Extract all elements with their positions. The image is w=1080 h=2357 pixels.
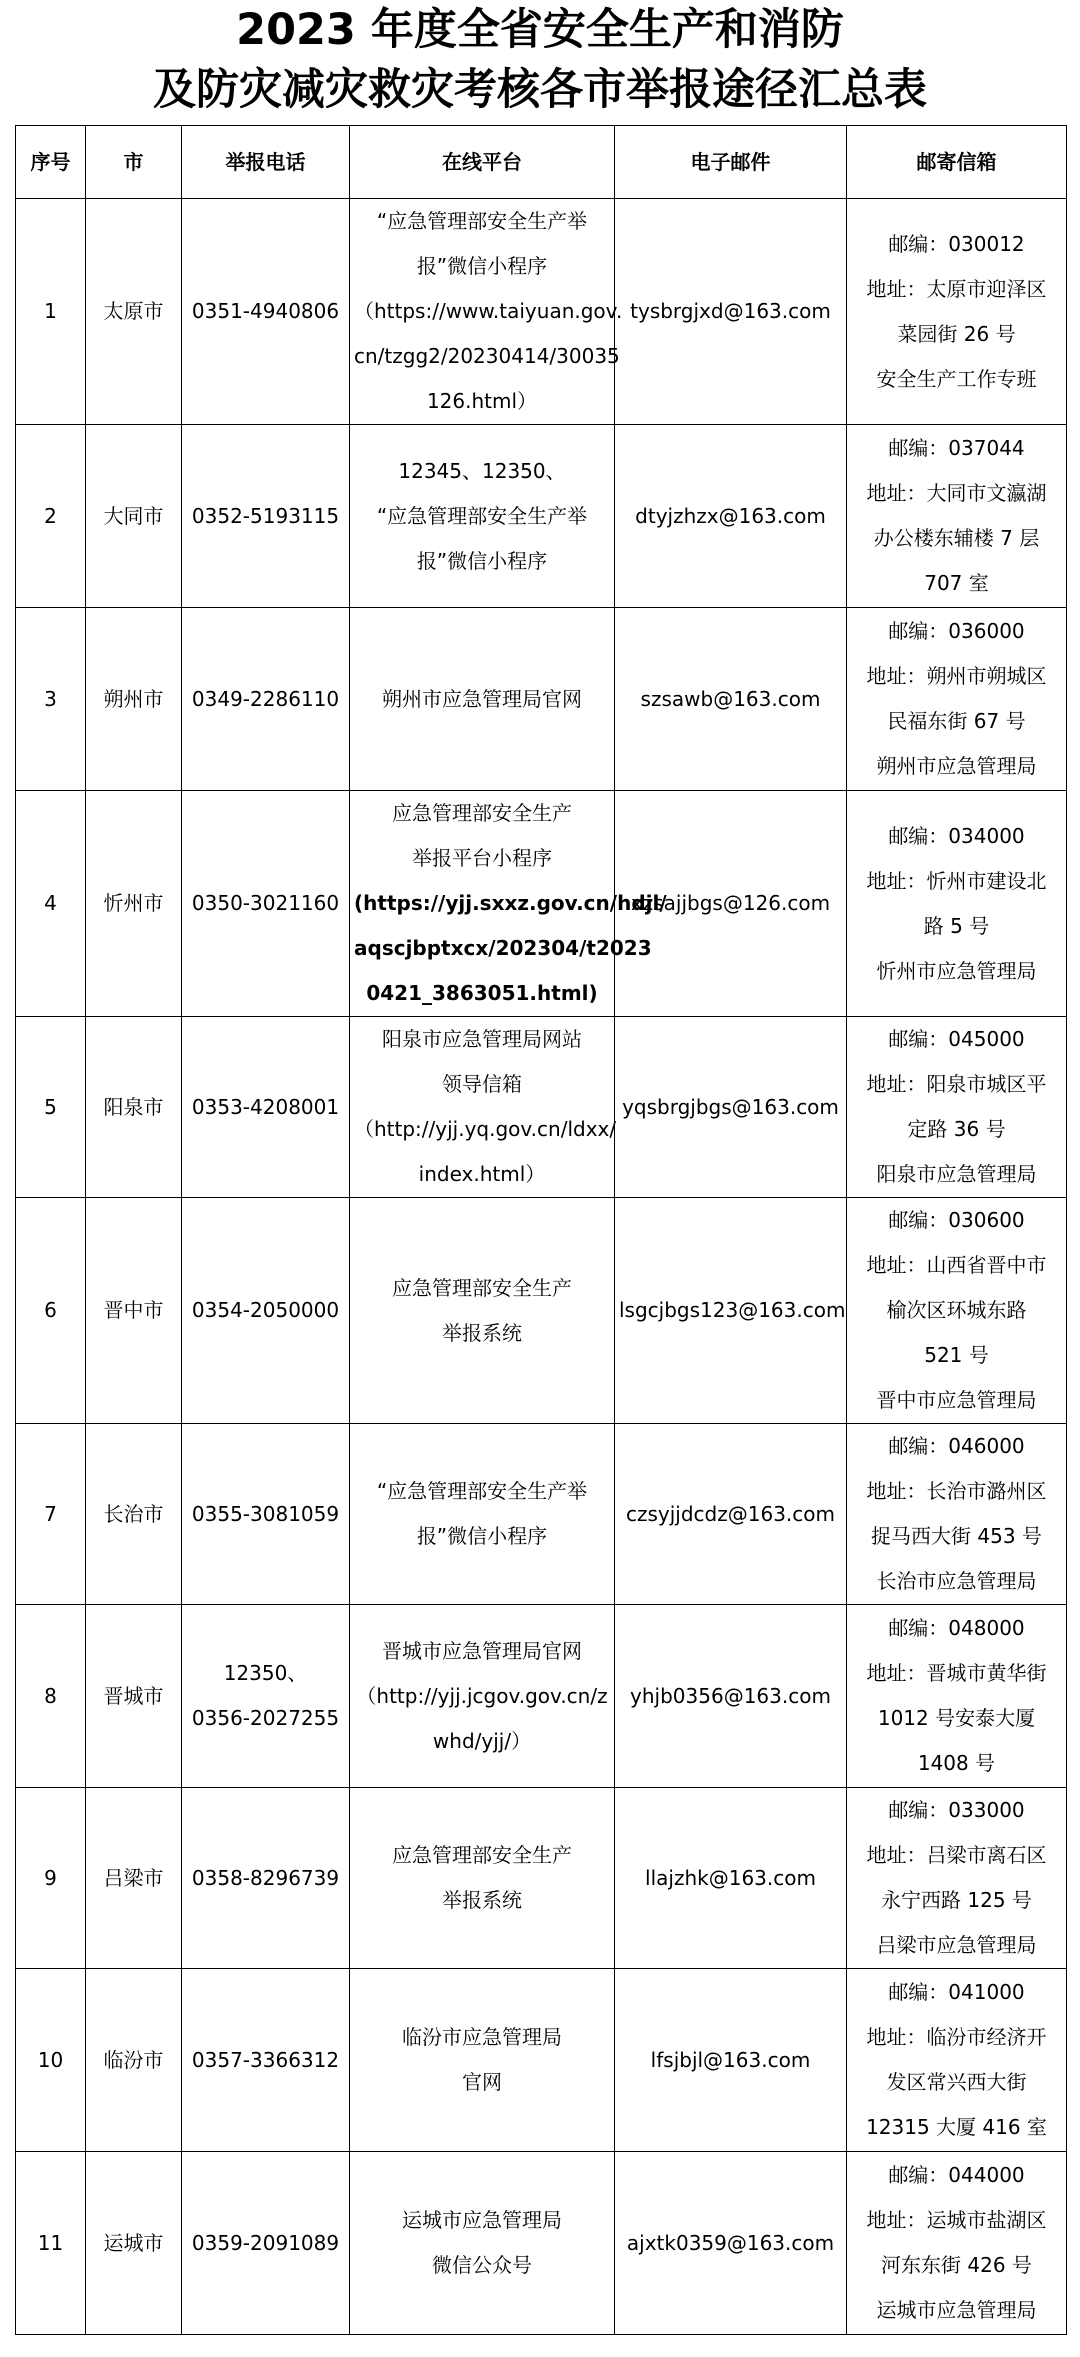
report-channels-table xyxy=(15,125,1067,2335)
cell-email[interactable]: ajxtk0359@163.com xyxy=(615,2152,847,2335)
cell-email[interactable]: czsyjjdcdz@163.com xyxy=(615,1424,847,1605)
table-header-row xyxy=(16,126,1067,199)
cell-platform-line: “应急管理部安全生产举 xyxy=(376,209,588,233)
cell-phone-line: 0352-5193115 xyxy=(191,503,340,528)
cell-mail-line: 邮编：045000 xyxy=(888,1027,1025,1051)
cell-mail-line: 地址：运城市盐湖区 xyxy=(866,2208,1047,2232)
cell-no: 11 xyxy=(16,2152,86,2335)
header-mail: 邮寄信箱 xyxy=(847,126,1067,199)
cell-phone-line: 0353-4208001 xyxy=(191,1094,340,1119)
table-row xyxy=(16,1198,1067,1424)
cell-phone-line: 0357-3366312 xyxy=(191,2047,340,2072)
cell-mail-line: 朔州市应急管理局 xyxy=(876,754,1037,778)
cell-mail-line: 地址：长治市潞州区 xyxy=(866,1479,1047,1503)
cell-mail xyxy=(847,1969,1067,2152)
cell-mail xyxy=(847,199,1067,425)
cell-phone xyxy=(182,1017,350,1198)
cell-mail-line: 707 室 xyxy=(924,571,989,595)
cell-phone xyxy=(182,1198,350,1424)
cell-phone xyxy=(182,1424,350,1605)
table-row xyxy=(16,425,1067,608)
cell-mail xyxy=(847,1424,1067,1605)
cell-platform xyxy=(350,1788,615,1969)
cell-city: 阳泉市 xyxy=(86,1017,182,1198)
cell-phone-line: 0349-2286110 xyxy=(191,686,340,711)
cell-mail-line: 邮编：030600 xyxy=(888,1208,1025,1232)
cell-mail xyxy=(847,1788,1067,1969)
cell-mail-line: 邮编：041000 xyxy=(888,1980,1025,2004)
cell-platform-line: （http://yjj.yq.gov.cn/ldxx/ xyxy=(354,1117,617,1141)
cell-platform xyxy=(350,199,623,425)
header-city: 市 xyxy=(86,126,182,199)
cell-mail-line: 晋中市应急管理局 xyxy=(876,1388,1037,1412)
cell-mail-line: 邮编：037044 xyxy=(888,436,1025,460)
cell-platform-line: 应急管理部安全生产 xyxy=(392,1275,572,1300)
table-row xyxy=(16,1788,1067,1969)
cell-platform-line: 朔州市应急管理局官网 xyxy=(382,686,582,711)
cell-platform-line: 临汾市应急管理局 xyxy=(402,2025,562,2049)
cell-phone-line: 0358-8296739 xyxy=(191,1865,340,1890)
cell-phone xyxy=(182,2152,350,2335)
cell-platform-line: 举报系统 xyxy=(442,1320,522,1345)
cell-mail-line: 12315 大厦 416 室 xyxy=(866,2115,1047,2139)
cell-no: 5 xyxy=(16,1017,86,1198)
cell-platform-line: “应急管理部安全生产举 xyxy=(376,503,588,528)
cell-phone xyxy=(182,1605,350,1788)
cell-platform-line: 微信公众号 xyxy=(432,2253,532,2277)
document-title-line1: 2023 年度全省安全生产和消防 xyxy=(236,5,844,55)
cell-city: 太原市 xyxy=(86,199,182,425)
cell-mail-line: 地址：忻州市建设北 xyxy=(866,868,1047,893)
cell-city: 运城市 xyxy=(86,2152,182,2335)
cell-phone xyxy=(182,425,350,608)
cell-mail-line: 定路 36 号 xyxy=(907,1117,1006,1141)
table-row xyxy=(16,1424,1067,1605)
cell-mail-line: 阳泉市应急管理局 xyxy=(876,1162,1037,1186)
cell-platform-line: whd/yjj/） xyxy=(432,1728,532,1753)
cell-phone-line: 0355-3081059 xyxy=(191,1501,340,1526)
cell-mail-line: 忻州市应急管理局 xyxy=(876,958,1037,983)
cell-no: 7 xyxy=(16,1424,86,1605)
cell-phone xyxy=(182,608,350,791)
cell-platform-line: 举报系统 xyxy=(442,1888,522,1912)
document-title-line2: 及防灾减灾救灾考核各市举报途径汇总表 xyxy=(153,65,927,115)
cell-mail-line: 地址：朔州市朔城区 xyxy=(866,664,1047,688)
cell-platform-line: （https://www.taiyuan.gov. xyxy=(354,299,623,323)
cell-mail xyxy=(847,2152,1067,2335)
cell-mail-line: 邮编：036000 xyxy=(888,619,1025,643)
cell-platform-line: aqscjbptxcx/202304/t2023 xyxy=(354,936,652,960)
cell-email[interactable]: llajzhk@163.com xyxy=(615,1788,847,1969)
cell-platform xyxy=(350,608,615,791)
cell-platform-line: 运城市应急管理局 xyxy=(402,2208,562,2232)
cell-platform-line: cn/tzgg2/20230414/30035 xyxy=(354,344,620,368)
cell-no: 6 xyxy=(16,1198,86,1424)
cell-platform xyxy=(350,791,667,1017)
cell-phone-line: 0350-3021160 xyxy=(191,891,340,915)
cell-platform-line: （http://yjj.jcgov.gov.cn/z xyxy=(356,1683,608,1708)
cell-no: 9 xyxy=(16,1788,86,1969)
cell-mail-line: 地址：大同市文瀛湖 xyxy=(866,481,1047,505)
cell-email[interactable]: dtyjzhzx@163.com xyxy=(615,425,847,608)
cell-city: 吕梁市 xyxy=(86,1788,182,1969)
table-row xyxy=(16,1017,1067,1198)
cell-mail-line: 地址：临汾市经济开 xyxy=(866,2025,1047,2049)
cell-mail-line: 邮编：034000 xyxy=(888,823,1025,848)
cell-platform xyxy=(350,1198,615,1424)
cell-platform-line: 报”微信小程序 xyxy=(416,254,548,278)
cell-mail-line: 榆次区环城东路 xyxy=(886,1298,1027,1322)
cell-mail-line: 邮编：048000 xyxy=(888,1616,1025,1640)
cell-platform-line: 12345、12350、 xyxy=(398,458,566,483)
cell-mail-line: 1408 号 xyxy=(917,1751,996,1775)
table-row xyxy=(16,1969,1067,2152)
cell-email[interactable]: yhjb0356@163.com xyxy=(615,1605,847,1788)
cell-city: 忻州市 xyxy=(86,791,182,1017)
cell-phone xyxy=(182,1788,350,1969)
cell-city: 朔州市 xyxy=(86,608,182,791)
cell-platform-line: 晋城市应急管理局官网 xyxy=(382,1638,582,1663)
cell-platform-line: 领导信箱 xyxy=(442,1072,522,1096)
cell-email[interactable]: szsawb@163.com xyxy=(615,608,847,791)
cell-platform-line: “应急管理部安全生产举 xyxy=(376,1479,588,1503)
table-row xyxy=(16,608,1067,791)
cell-platform-line: 报”微信小程序 xyxy=(416,548,548,573)
cell-mail-line: 吕梁市应急管理局 xyxy=(876,1933,1037,1957)
cell-phone-line: 0359-2091089 xyxy=(191,2230,340,2255)
cell-mail-line: 地址：晋城市黄华街 xyxy=(866,1661,1047,1685)
cell-mail-line: 邮编：046000 xyxy=(888,1434,1025,1458)
cell-mail xyxy=(847,1605,1067,1788)
cell-email[interactable]: lsgcjbgs123@163.com xyxy=(615,1198,847,1424)
cell-mail-line: 路 5 号 xyxy=(923,913,990,938)
cell-email[interactable]: tysbrgjxd@163.com xyxy=(615,199,847,425)
cell-phone xyxy=(182,1969,350,2152)
cell-phone-line: 12350、 xyxy=(223,1661,308,1685)
cell-mail-line: 安全生产工作专班 xyxy=(876,366,1037,391)
cell-platform-line: 应急管理部安全生产 xyxy=(392,801,572,825)
header-no: 序号 xyxy=(16,126,86,199)
cell-platform xyxy=(350,1605,615,1788)
cell-email[interactable]: yqsbrgjbgs@163.com xyxy=(615,1017,847,1198)
cell-mail-line: 地址：吕梁市离石区 xyxy=(866,1843,1047,1867)
cell-city: 临汾市 xyxy=(86,1969,182,2152)
cell-platform-line: 举报平台小程序 xyxy=(412,846,552,870)
cell-mail-line: 办公楼东辅楼 7 层 xyxy=(873,526,1040,550)
cell-mail-line: 地址：山西省晋中市 xyxy=(866,1253,1047,1277)
cell-mail-line: 长治市应急管理局 xyxy=(876,1569,1037,1593)
cell-platform-line: 阳泉市应急管理局网站 xyxy=(382,1027,582,1051)
cell-mail xyxy=(847,425,1067,608)
cell-email[interactable]: xzsajjbgs@126.com xyxy=(615,791,847,1017)
table-row xyxy=(16,199,1067,425)
cell-no: 8 xyxy=(16,1605,86,1788)
cell-mail-line: 河东东街 426 号 xyxy=(881,2253,1032,2277)
cell-mail-line: 邮编：044000 xyxy=(888,2163,1025,2187)
cell-platform-line: 应急管理部安全生产 xyxy=(392,1843,572,1867)
cell-city: 晋城市 xyxy=(86,1605,182,1788)
cell-mail-line: 菜园街 26 号 xyxy=(897,321,1016,346)
cell-mail-line: 运城市应急管理局 xyxy=(876,2298,1037,2322)
header-phone: 举报电话 xyxy=(182,126,350,199)
cell-mail xyxy=(847,1198,1067,1424)
cell-mail xyxy=(847,1017,1067,1198)
cell-no: 10 xyxy=(16,1969,86,2152)
cell-phone-line: 0354-2050000 xyxy=(191,1298,340,1322)
cell-platform xyxy=(350,425,615,608)
cell-platform-line: 0421_3863051.html) xyxy=(366,981,598,1005)
table-row xyxy=(16,2152,1067,2335)
table-row xyxy=(16,791,1067,1017)
header-email: 电子邮件 xyxy=(615,126,847,199)
cell-platform-line: 官网 xyxy=(462,2070,502,2094)
cell-phone xyxy=(182,199,350,425)
cell-no: 2 xyxy=(16,425,86,608)
cell-email[interactable]: lfsjbjl@163.com xyxy=(615,1969,847,2152)
cell-mail-line: 1012 号安泰大厦 xyxy=(877,1706,1036,1730)
header-platform: 在线平台 xyxy=(350,126,615,199)
cell-platform-line: 126.html） xyxy=(426,389,538,413)
cell-platform xyxy=(350,1969,615,2152)
cell-platform-line: (https://yjj.sxxz.gov.cn/hdjl/ xyxy=(354,891,667,915)
cell-mail-line: 邮编：033000 xyxy=(888,1798,1025,1822)
cell-city: 长治市 xyxy=(86,1424,182,1605)
cell-mail-line: 地址：太原市迎泽区 xyxy=(866,276,1047,301)
cell-platform xyxy=(350,1017,615,1198)
cell-mail xyxy=(847,791,1067,1017)
cell-no: 3 xyxy=(16,608,86,791)
cell-no: 1 xyxy=(16,199,86,425)
cell-platform xyxy=(350,2152,615,2335)
cell-mail-line: 民福东街 67 号 xyxy=(887,709,1026,733)
cell-phone xyxy=(182,791,350,1017)
cell-mail-line: 邮编：030012 xyxy=(888,231,1025,256)
table-row xyxy=(16,1605,1067,1788)
cell-mail-line: 发区常兴西大街 xyxy=(886,2070,1027,2094)
cell-mail-line: 地址：阳泉市城区平 xyxy=(866,1072,1047,1096)
cell-mail-line: 捉马西大街 453 号 xyxy=(871,1524,1042,1548)
cell-platform xyxy=(350,1424,615,1605)
cell-city: 大同市 xyxy=(86,425,182,608)
cell-mail-line: 521 号 xyxy=(924,1343,989,1367)
cell-platform-line: index.html） xyxy=(418,1162,546,1186)
cell-mail xyxy=(847,608,1067,791)
cell-mail-line: 永宁西路 125 号 xyxy=(881,1888,1032,1912)
cell-phone-line: 0356-2027255 xyxy=(191,1706,340,1730)
cell-phone-line: 0351-4940806 xyxy=(191,299,340,323)
cell-city: 晋中市 xyxy=(86,1198,182,1424)
cell-no: 4 xyxy=(16,791,86,1017)
cell-platform-line: 报”微信小程序 xyxy=(416,1524,548,1548)
